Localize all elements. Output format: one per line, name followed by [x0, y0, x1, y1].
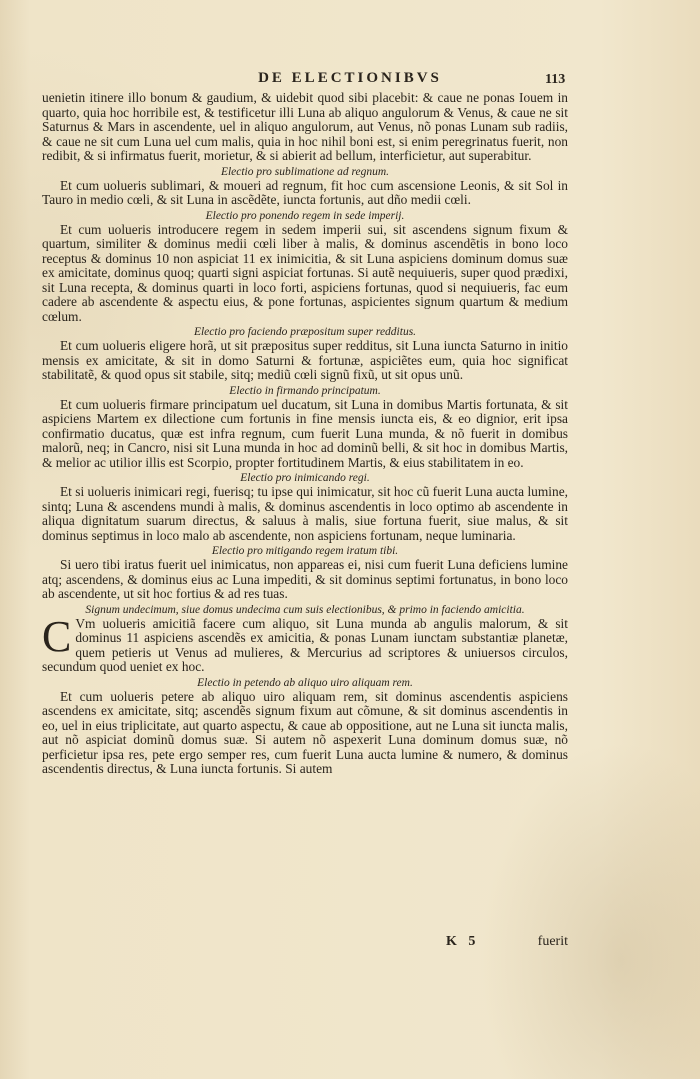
section-heading: Electio pro ponendo regem in sede imperij. — [205, 209, 405, 222]
running-title: DE ELECTIONIBVS — [258, 70, 442, 86]
signature-mark: K 5 — [446, 934, 480, 949]
section-heading: Electio pro mitigando regem iratum tibi. — [211, 545, 399, 557]
paragraph: uenietin itinere illo bonum & gaudium, & uidebit quod sibi placebit: & caue ne ponas Iouem in quarto, quia hoc horribile est, & testificetur illi Luna ab aliquo angulorum & Venus, & caue ne sit Saturnus & Mars in ascendente, uel in aliquo angulorum, aut Venus, nõ ponas Lunam sub radiis, & caue ne sit cum Luna uel cum malis, quia in hoc nihil boni est, si enim peregrinatus fuerit, non redibit, & si infirmatus fuerit, morietur, & si abierit ad bellum, interficietur, aut superabitur. — [42, 90, 568, 163]
catchword: fuerit — [537, 934, 568, 949]
paragraph-text: Vm uolueris amicitiã facere cum aliquo, sit Luna munda ab angulis malorum, & sit dominus 11 aspiciens ascendẽs ex amicitia, & ponas Lunam iunctam substantiæ planetæ, quem petieris ut Venus ad mulieres, & Mercurius ad scriptores & uniuersos circulos, secundum quod ueniet ex hoc. — [42, 615, 568, 674]
drop-cap-initial: C — [42, 611, 72, 661]
section-heading: Electio in firmando principatum. — [229, 384, 381, 397]
page-number: 113 — [545, 72, 566, 87]
paragraph: Et cum uolueris eligere horã, ut sit præpositus super redditus, sit Luna iuncta Saturno in initio mensis ex amicitate, & sit in domo Saturni & fortunæ, aspiciẽtes eum, quia hoc significat stabilitatẽ, & quod opus sit stabile, sitq; mediũ cœli signũ fixũ, ut sit opus unũ. — [42, 338, 568, 382]
paragraph: Si uero tibi iratus fuerit uel inimicatus, non appareas ei, nisi cum fuerit Luna deficiens lumine atq; ascendens, & dominus eius ac Luna impediti, & sit dominus septimi fortunatus, in bono loco ab ascendente, ut sit hoc fortius & ad res tuas. — [42, 557, 568, 601]
section-heading: Electio pro inimicando regi. — [240, 472, 370, 484]
body-text — [42, 91, 568, 777]
paragraph-with-initial — [42, 611, 568, 675]
paragraph: Et cum uolueris introducere regem in sedem imperii sui, sit ascendens signum fixum & quartum, similiter & dominus medii cœli liber à malis, & dominus ascendẽtis in bono loco receptus & dominus 10 non aspiciat 11 ex inimicitia, & sit Luna aspiciens dominum domus suæ ex amicitate, dominus quoq; quarti signi aspiciat fortunas. Si autẽ nequiueris, super quod prædixi, sit Luna recepta, & dominus quarti in loco forti, aspiciens fortunas, quod si nequiueris, fac eum cadere ab ascendente & aspectu eius, & pone fortunas, aspicientes signum quartum & medium cœlum. — [42, 221, 568, 324]
section-heading: Electio pro sublimatione ad regnum. — [220, 165, 390, 178]
page-footer — [42, 934, 568, 952]
section-heading: Electio pro faciendo præpositum super redditus. — [193, 326, 417, 338]
paragraph: Et cum uolueris firmare principatum uel ducatum, sit Luna in domibus Martis fortunata, & sit aspiciens Martem ex dilectione cum fortunis in fine mensis iuncta eis, & eo dignior, erit ipsa confirmatio ducatus, quæ est infra regnum, cum fuerit Luna munda, & nõ fuerit in domibus malorũ, neq; in Cancro, nisi sit Luna munda in hoc ad dominũ belli, & sit hoc in domibus Martis, & melior ac utilior illis est Scorpio, propter fortitudinem Martis, & eius stabilitatem in eo. — [42, 396, 568, 470]
paragraph: Et si uolueris inimicari regi, fuerisq; tu ipse qui inimicatur, sit hoc cũ fuerit Luna aucta lumine, sintq; Luna & ascendens mundi à malis, & dominus ascendentis in loco optimo ab ascendente in aliqua dignitatum suarum directus, & saluus à malis, siue fortuna fuerit, siue malus, & sit dominus septimus in loco malo ab ascendente, non aspiciens fortunam, neque luminaria. — [42, 484, 568, 543]
section-heading: Electio in petendo ab aliquo uiro aliquam rem. — [197, 676, 413, 689]
paragraph: Et cum uolueris sublimari, & moueri ad regnum, fit hoc cum ascensione Leonis, & sit Sol in Tauro in medio cœli, & sit Luna in ascẽdẽte, iuncta fortunis, aut dño medii cœli. — [42, 177, 568, 207]
chapter-heading: Signum undecimum, siue domus undecima cum suis electionibus, & primo in faciendo amicitia. — [85, 603, 525, 616]
paragraph: Et cum uolueris petere ab aliquo uiro aliquam rem, sit dominus ascendentis aspiciens ascendens ex amicitate, sitq; ascendẽs signum fixum aut cõmune, & sit dominus ascendentis in eo, uel in eius triplicitate, aut quarto aspectu, & caue ab oppositione, aut ne Luna sit iuncta malis, aut nõ aspiciat dominũ domus suæ. Si autem nõ aspexerit Luna dominum domus suæ, nõ perficietur ipsa res, pete ergo semper res, cum fuerit Luna aucta lumine & numero, & dominus ascendentis directus, & Luna iuncta fortunis. Si autem — [42, 688, 568, 776]
